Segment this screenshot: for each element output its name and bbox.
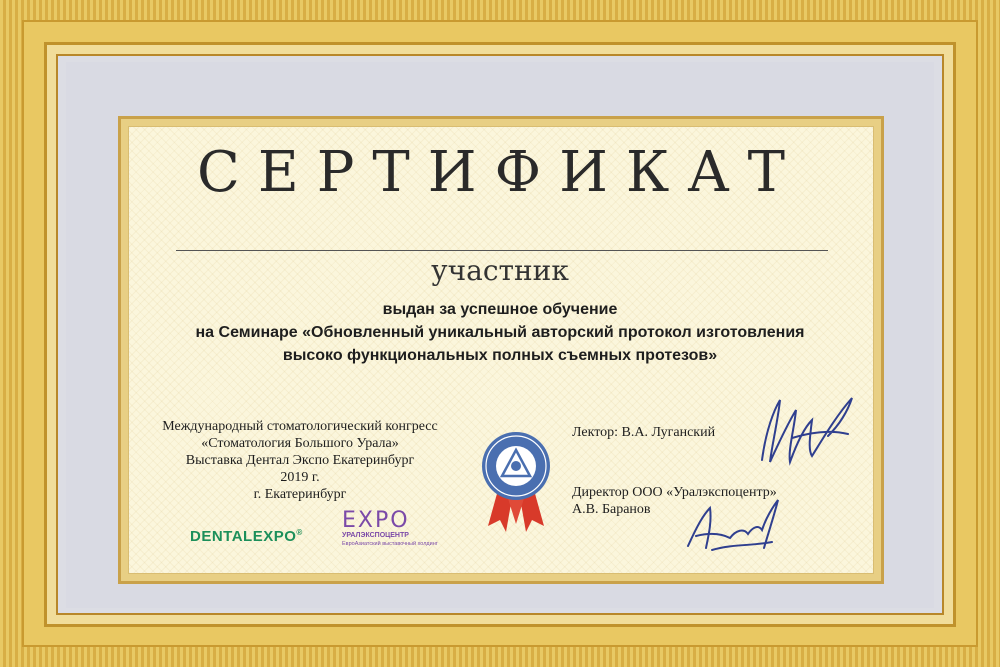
event-line-3: Выставка Дентал Экспо Екатеринбург — [185, 453, 415, 468]
event-line-5: г. Екатеринбург — [253, 487, 347, 502]
lecturer-signature — [752, 390, 862, 470]
uralexpocenter-logo — [342, 508, 452, 552]
expo-wordmark: EXPO — [342, 508, 410, 533]
seminar-line-2: высоко функциональных полных съемных протезов» — [282, 347, 718, 364]
issued-for-text: выдан за успешное обучение — [382, 301, 618, 318]
event-line-1: Международный стоматологический конгресс — [162, 419, 438, 434]
director-title: Директор ООО «Уралэкспоцентр» — [572, 485, 777, 500]
certificate-body — [0, 298, 1000, 367]
certificate-title: СЕРТИФИКАТ — [196, 140, 803, 205]
dentalexpo-logo — [190, 528, 303, 545]
event-line-4: 2019 г. — [280, 470, 320, 485]
lecturer-line: Лектор: В.А. Луганский — [572, 425, 716, 440]
expo-tagline: ЕвроАзиатский выставочный холдинг — [342, 541, 438, 547]
registered-mark: ® — [296, 528, 303, 537]
event-info — [140, 418, 460, 503]
dentalexpo-wordmark: DENTALEXPO — [190, 528, 297, 545]
seal-icon — [476, 428, 556, 538]
director-signature — [682, 494, 782, 558]
seminar-line-1: на Семинаре «Обновленный уникальный авторский протокол изготовления — [195, 324, 805, 341]
event-line-2: «Стоматология Большого Урала» — [201, 436, 399, 451]
name-line — [176, 250, 828, 251]
director-name: А.В. Баранов — [572, 502, 651, 517]
expo-company-name: УРАЛЭКСПОЦЕНТР — [342, 532, 409, 539]
participant-label: участник — [431, 254, 569, 287]
